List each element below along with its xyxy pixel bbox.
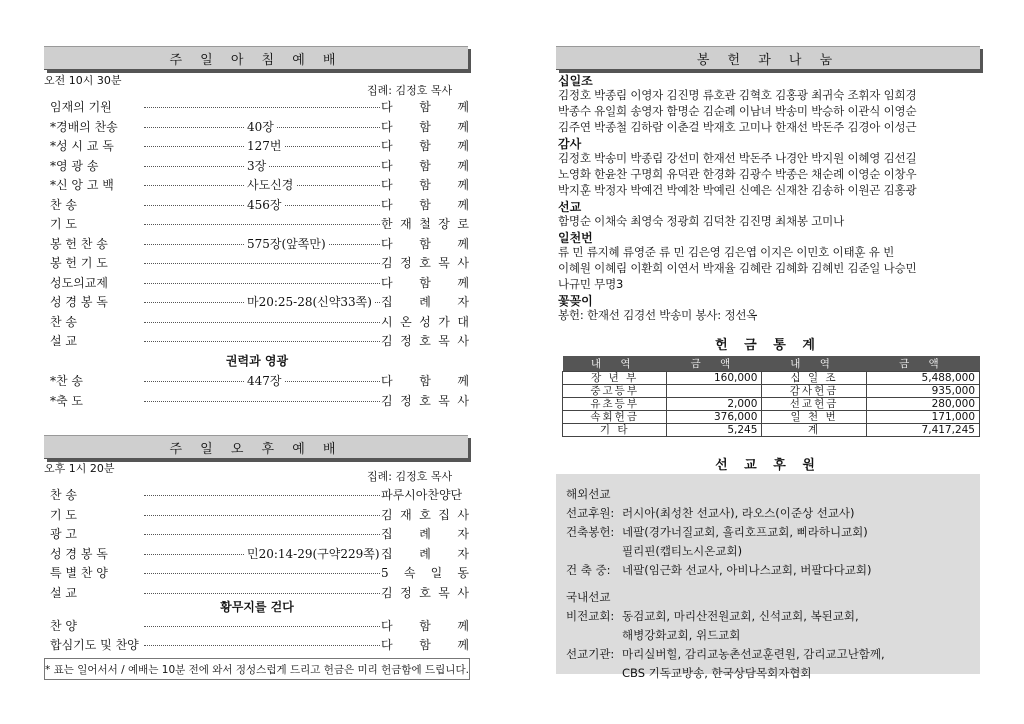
morning-item-leader: 다 함 께: [381, 158, 469, 173]
stats-header: 내 역: [563, 356, 667, 372]
afternoon-item-label: 특 별 찬 양: [50, 566, 108, 580]
stats-amount: 935,000: [866, 385, 979, 398]
stats-header: 금 액: [866, 356, 979, 372]
offering-names-line: 함명순 이채숙 최영숙 정광희 김덕찬 김진명 최채봉 고미나: [558, 214, 845, 228]
stats-category: 감사헌금: [762, 385, 866, 398]
afternoon-closing-item-leader: 다 함 께: [381, 619, 469, 633]
stats-amount: 171,000: [866, 411, 979, 424]
leader-dots: [144, 593, 420, 594]
morning-item-label: 기 도: [50, 217, 77, 231]
offering-group-heading: 감사: [558, 137, 582, 151]
morning-row: [44, 118, 470, 136]
stats-amount: 2,000: [667, 398, 762, 411]
afternoon-item-label: 설 교: [50, 585, 77, 600]
morning-item-detail: 456장: [244, 196, 285, 213]
afternoon-presider: 집례: 김정호 목사: [367, 470, 453, 483]
overseas-heading: 해외선교: [566, 487, 611, 501]
afternoon-item-label: 광 고: [50, 527, 77, 541]
offering-group-heading: 일천번: [558, 231, 593, 245]
morning-closing-item-leader: 다 함 께: [381, 374, 469, 388]
offering-names-line: 김정호 박종림 이영자 김진명 류호관 김혁호 김홍광 최귀숙 조휘자 임희경: [558, 88, 917, 102]
morning-item-leader: 다 함 께: [381, 275, 469, 290]
morning-sermon-title: 권력과 영광: [225, 354, 289, 368]
stats-category: 일 천 번: [762, 411, 866, 424]
morning-item-label: 찬 송: [50, 314, 77, 329]
stats-row: [563, 424, 980, 437]
morning-item-label: 성도의교제: [50, 275, 108, 290]
leader-dots: [144, 401, 420, 402]
offering-names-line: 봉헌: 한재선 김경선 박송미 봉사: 정선옥: [558, 308, 758, 322]
offering-banner: [556, 46, 980, 70]
leader-dots: [144, 224, 420, 225]
offering-names-line: 나규민 무명3: [558, 277, 624, 291]
stats-title: 헌 금 통 계: [715, 338, 821, 353]
stats-amount: [667, 385, 762, 398]
morning-row: [44, 274, 470, 292]
morning-row: [44, 215, 470, 233]
morning-item-leader: 김 정 호 목 사: [381, 334, 469, 348]
morning-closing-item-detail: 447장: [244, 372, 285, 389]
morning-item-leader: 시 온 성 가 대: [381, 314, 469, 329]
stats-row: [563, 385, 980, 398]
leader-dots: [144, 534, 420, 535]
stats-amount: 5,245: [667, 424, 762, 437]
morning-item-detail: 127번: [244, 137, 285, 154]
afternoon-item-label: 찬 송: [50, 488, 77, 502]
offering-names-line: 박종수 유일희 송영자 함명순 김순례 이남녀 박송미 박승하 이관식 이영순: [558, 104, 917, 118]
morning-item-detail: 마20:25-28(신약33쪽): [244, 293, 375, 310]
afternoon-item-leader: 김 정 호 목 사: [381, 585, 469, 600]
stats-row: [563, 372, 980, 385]
afternoon-row: [44, 506, 470, 524]
offering-names-line: 노영화 한윤찬 구명희 유덕관 한경화 김광수 박종은 채순례 이영순 이창우: [558, 167, 917, 181]
mission-text: 동검교회, 마리산전원교회, 신석교회, 복된교회,: [622, 609, 859, 623]
offering-stats-table: [562, 356, 980, 437]
mission-text: 해병강화교회, 위드교회: [622, 628, 741, 642]
morning-item-leader: 다 함 께: [381, 100, 469, 114]
morning-item-label: *영 광 송: [50, 158, 99, 173]
mission-label: 건 축 중:: [566, 563, 611, 577]
offering-names-line: 박지훈 박정자 박예건 박예찬 박예린 신예은 신재찬 김송하 이원곤 김홍광: [558, 183, 917, 197]
afternoon-row: [44, 486, 470, 504]
afternoon-row: [44, 564, 470, 582]
afternoon-closing-item-label: 합심기도 및 찬양: [50, 638, 139, 652]
afternoon-sermon-title: 황무지를 걷다: [220, 600, 294, 614]
morning-item-label: *신 앙 고 백: [50, 178, 114, 192]
morning-service-title: 주 일 아 침 예 배: [169, 52, 343, 68]
afternoon-item-detail: 민20:14-29(구약229쪽): [244, 545, 383, 562]
leader-dots: [144, 127, 420, 128]
offering-group-heading: 십일조: [558, 74, 593, 88]
stats-row: [563, 398, 980, 411]
morning-item-detail: 40장: [244, 118, 277, 135]
morning-item-detail: 3장: [244, 157, 269, 174]
morning-item-label: 봉 헌 찬 송: [50, 236, 108, 251]
stats-category: 유초등부: [563, 398, 667, 411]
morning-row: [44, 235, 470, 253]
morning-item-leader: 김 정 호 목 사: [381, 256, 469, 270]
morning-item-detail: 575장(앞쪽만): [244, 235, 329, 252]
afternoon-item-leader: 5 속 일 동: [381, 566, 469, 580]
morning-row: [44, 254, 470, 272]
morning-row: [44, 196, 470, 214]
mission-text: 필리핀(캡티노시온교회): [622, 544, 743, 558]
stats-amount: 160,000: [667, 372, 762, 385]
offering-title: 봉 헌 과 나 눔: [696, 52, 840, 68]
afternoon-item-label: 기 도: [50, 507, 77, 522]
stats-amount: 280,000: [866, 398, 979, 411]
morning-item-leader: 다 함 께: [381, 178, 469, 192]
offering-group-heading: 선교: [558, 200, 582, 214]
stats-header: 내 역: [762, 356, 866, 372]
morning-closing-item-leader: 김 정 호 목 사: [381, 394, 469, 408]
afternoon-closing-item-leader: 다 함 께: [381, 638, 469, 652]
leader-dots: [144, 515, 420, 516]
afternoon-row: [44, 545, 470, 563]
offering-names-line: 김정호 박송미 박종림 강선미 한재선 박돈주 나경안 박지원 이혜영 김선길: [558, 151, 917, 165]
morning-item-label: *경배의 찬송: [50, 119, 118, 134]
stats-category: 선교헌금: [762, 398, 866, 411]
morning-row: [44, 176, 470, 194]
mission-text: 네팔(경가너질교회, 흘리호프교회, 삐라하니교회): [622, 525, 868, 539]
offering-names-line: 이혜원 이혜림 이환희 이연서 박재율 김혜란 김혜화 김혜빈 김준일 나승민: [558, 261, 917, 275]
mission-box: [556, 474, 980, 680]
mission-text: 마리실버힐, 감리교농촌선교훈련원, 감리교고난함께,: [622, 647, 885, 661]
stats-category: 속회헌금: [563, 411, 667, 424]
stats-amount: 5,488,000: [866, 372, 979, 385]
morning-closing-row: [44, 392, 470, 410]
domestic-heading: 국내선교: [566, 590, 611, 604]
morning-item-leader: 다 함 께: [381, 139, 469, 153]
morning-service-banner: [44, 46, 468, 70]
stats-header: 금 액: [667, 356, 762, 372]
leader-dots: [144, 495, 420, 496]
morning-item-label: 찬 송: [50, 197, 77, 212]
afternoon-service-title: 주 일 오 후 예 배: [169, 441, 343, 457]
mission-text: 네팔(임근화 선교사, 아비나스교회, 버팔다다교회): [622, 563, 872, 577]
morning-item-leader: 한 재 철 장 로: [381, 217, 469, 231]
morning-time: 오전 10시 30분: [44, 74, 122, 87]
leader-dots: [144, 107, 420, 108]
afternoon-closing-row: [44, 636, 470, 654]
stats-category: 장 년 부: [563, 372, 667, 385]
leader-dots: [144, 263, 420, 264]
morning-row: [44, 313, 470, 331]
mission-text: 러시아(최성찬 선교사), 라오스(이준상 선교사): [622, 506, 855, 520]
leader-dots: [144, 341, 420, 342]
offering-names-line: 김주연 박종철 김하람 이춘걸 박재호 고미나 한재선 박돈주 김경아 이성근: [558, 120, 917, 134]
leader-dots: [144, 626, 420, 627]
afternoon-row: [44, 525, 470, 543]
morning-item-leader: 다 함 께: [381, 236, 469, 251]
afternoon-closing-item-label: 찬 양: [50, 619, 77, 633]
leader-dots: [144, 322, 420, 323]
morning-closing-item-label: *찬 송: [50, 374, 83, 388]
morning-item-label: 봉 헌 기 도: [50, 256, 108, 270]
leader-dots: [144, 645, 420, 646]
afternoon-item-label: 성 경 봉 독: [50, 546, 108, 561]
mission-text: CBS 기독교방송, 한국상담목회자협회: [622, 666, 812, 680]
morning-closing-item-label: *축 도: [50, 394, 83, 408]
offering-group-heading: 꽃꽂이: [558, 294, 593, 308]
mission-label: 선교기관:: [566, 647, 615, 661]
leader-dots: [144, 573, 420, 574]
morning-item-label: *성 시 교 독: [50, 139, 114, 153]
offering-names-line: 류 민 류지혜 류영준 류 민 김은영 김은엽 이지은 이민호 이태훈 유 빈: [558, 245, 895, 259]
stats-row: [563, 411, 980, 424]
stats-category: 중고등부: [563, 385, 667, 398]
mission-label: 건축봉헌:: [566, 525, 615, 539]
mission-label: 선교후원:: [566, 506, 615, 520]
stats-category: 계: [762, 424, 866, 437]
stats-amount: 7,417,245: [866, 424, 979, 437]
morning-row: [44, 157, 470, 175]
afternoon-item-leader: 파루시아찬양단: [381, 486, 469, 503]
morning-item-label: 임재의 기원: [50, 100, 112, 114]
morning-row: [44, 98, 470, 116]
afternoon-item-leader: 김 재 호 집 사: [381, 507, 469, 522]
morning-row: [44, 293, 470, 311]
stats-amount: 376,000: [667, 411, 762, 424]
afternoon-item-leader: 집 례 자: [381, 546, 469, 561]
worship-note: * 표는 일어서서 / 예배는 10분 전에 와서 정성스럽게 드리고 헌금은 미리 헌금함에 드립니다.: [44, 658, 470, 680]
afternoon-service-banner: [44, 435, 468, 459]
leader-dots: [144, 166, 420, 167]
morning-item-label: 설 교: [50, 334, 77, 348]
leader-dots: [144, 283, 420, 284]
stats-category: 십 일 조: [762, 372, 866, 385]
morning-row: [44, 332, 470, 350]
morning-closing-row: [44, 372, 470, 390]
morning-presider: 집례: 김정호 목사: [367, 84, 453, 97]
stats-category: 기 타: [563, 424, 667, 437]
morning-item-leader: 다 함 께: [381, 119, 469, 134]
afternoon-time: 오후 1시 20분: [44, 462, 115, 475]
afternoon-item-leader: 집 례 자: [381, 527, 469, 541]
morning-row: [44, 137, 470, 155]
morning-item-leader: 집 례 자: [381, 295, 469, 309]
mission-label: 비전교회:: [566, 609, 615, 623]
morning-item-label: 성 경 봉 독: [50, 295, 108, 309]
morning-item-detail: 사도신경: [244, 176, 296, 193]
mission-title: 선 교 후 원: [715, 458, 821, 473]
afternoon-closing-row: [44, 617, 470, 635]
morning-item-leader: 다 함 께: [381, 197, 469, 212]
